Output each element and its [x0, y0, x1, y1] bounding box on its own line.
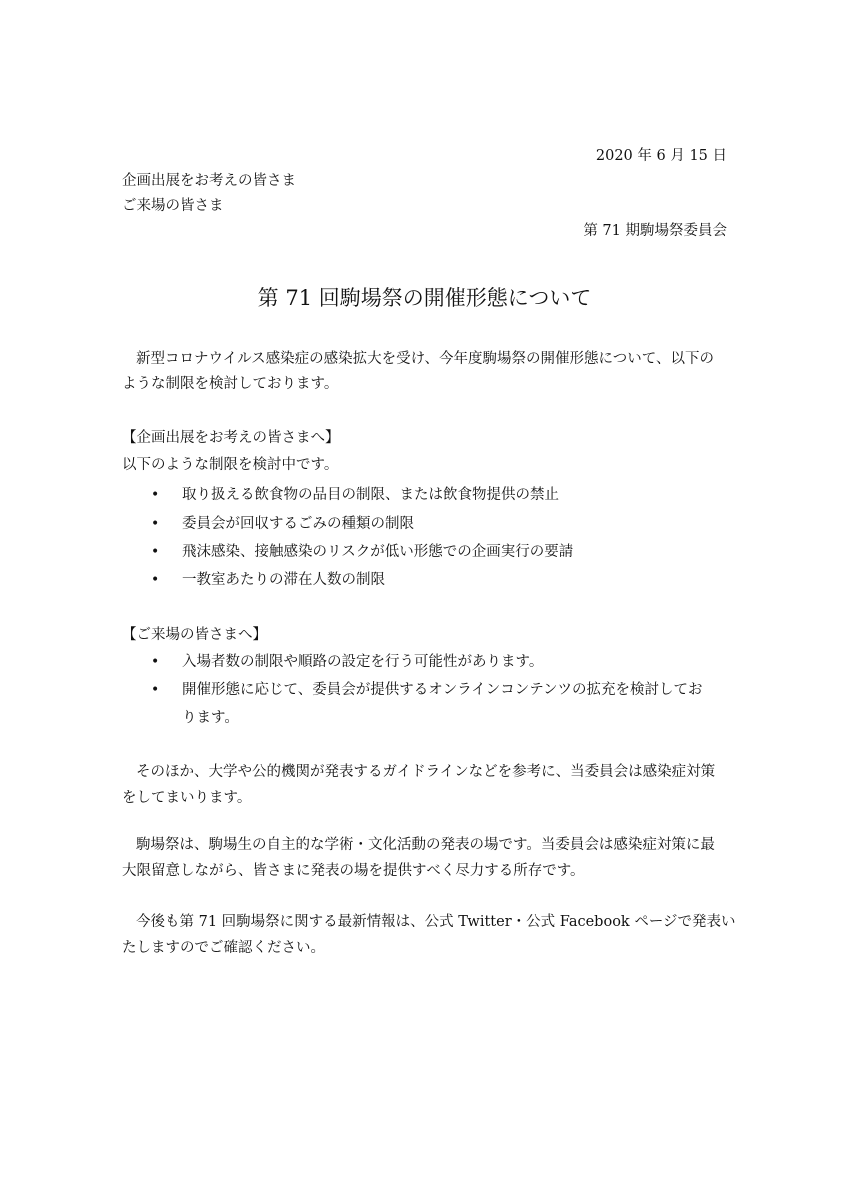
bullet-icon: • — [151, 487, 160, 503]
visitors-item-2-continued: ります。 — [182, 710, 239, 726]
intro-line-1: 新型コロナウイルス感染症の感染拡大を受け、今年度駒場祭の開催形態について、以下の — [136, 351, 714, 367]
exhibitors-lead: 以下のような制限を検討中です。 — [122, 457, 339, 473]
visitors-heading: 【ご来場の皆さまへ】 — [122, 627, 267, 643]
guidelines-line-2: をしてまいります。 — [122, 790, 252, 806]
updates-line-2: たしますのでご確認ください。 — [122, 940, 325, 956]
visitors-item-1: 入場者数の制限や順路の設定を行う可能性があります。 — [182, 654, 544, 670]
exhibitors-item-3: 飛沫感染、接触感染のリスクが低い形態での企画実行の要請 — [182, 544, 574, 560]
document-date: 2020 年 6 月 15 日 — [595, 148, 727, 164]
bullet-icon: • — [151, 682, 160, 698]
bullet-icon: • — [151, 572, 160, 588]
exhibitors-item-2: 委員会が回収するごみの種類の制限 — [182, 516, 414, 532]
bullet-icon: • — [151, 544, 160, 560]
festival-line-1: 駒場祭は、駒場生の自主的な学術・文化活動の発表の場です。当委員会は感染症対策に最 — [136, 837, 715, 853]
document-title: 第 71 回駒場祭の開催形態について — [257, 286, 592, 310]
updates-line-1: 今後も第 71 回駒場祭に関する最新情報は、公式 Twitter・公式 Facebook ページで発表い — [136, 914, 736, 930]
exhibitors-item-4: 一教室あたりの滞在人数の制限 — [182, 572, 385, 588]
intro-line-2: ような制限を検討しております。 — [122, 376, 339, 392]
sender: 第 71 期駒場祭委員会 — [583, 223, 727, 239]
recipient-visitors: ご来場の皆さま — [122, 198, 224, 214]
visitors-item-2: 開催形態に応じて、委員会が提供するオンラインコンテンツの拡充を検討してお — [182, 682, 703, 698]
festival-line-2: 大限留意しながら、皆さまに発表の場を提供すべく尽力する所存です。 — [122, 863, 585, 879]
bullet-icon: • — [151, 516, 160, 532]
recipient-exhibitors: 企画出展をお考えの皆さま — [122, 173, 296, 189]
guidelines-line-1: そのほか、大学や公的機関が発表するガイドラインなどを参考に、当委員会は感染症対策 — [136, 764, 716, 780]
bullet-icon: • — [151, 654, 160, 670]
exhibitors-item-1: 取り扱える飲食物の品目の制限、または飲食物提供の禁止 — [182, 487, 559, 503]
exhibitors-heading: 【企画出展をお考えの皆さまへ】 — [122, 430, 340, 446]
